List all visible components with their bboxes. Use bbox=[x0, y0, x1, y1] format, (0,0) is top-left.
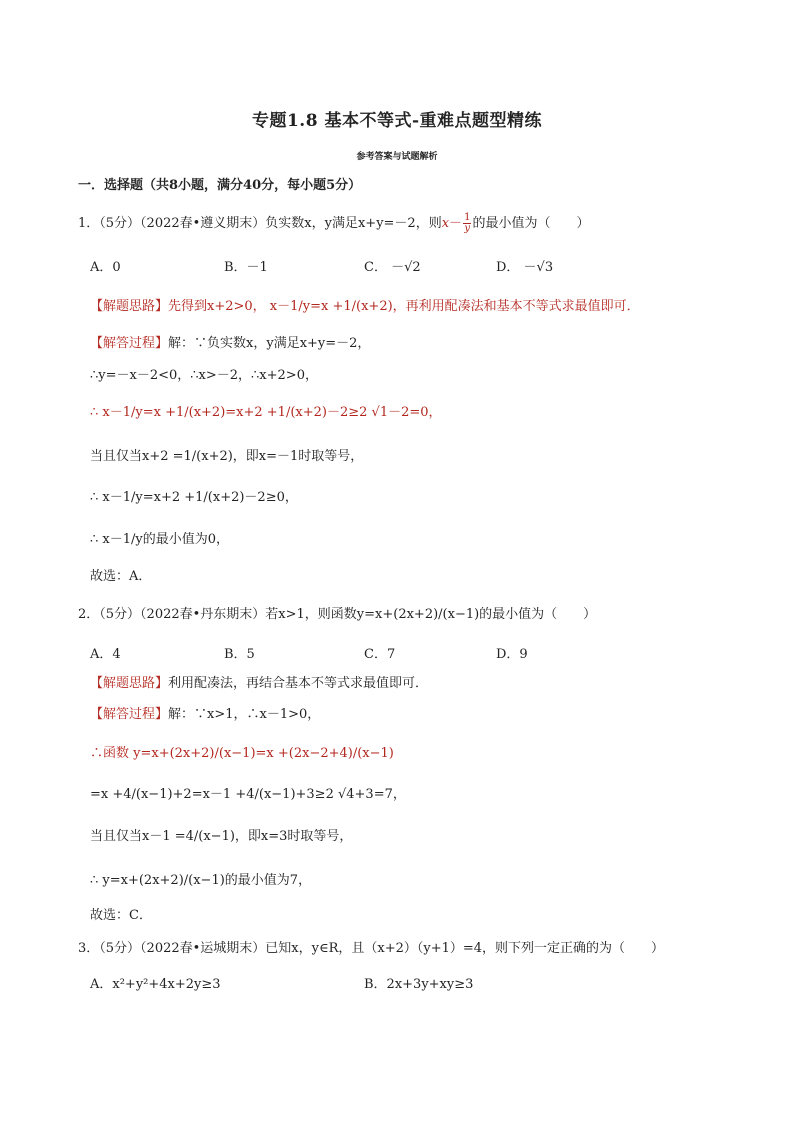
q1-option-a: A．0 bbox=[90, 260, 121, 275]
page-subtitle: 参考答案与试题解析 bbox=[356, 152, 438, 162]
q2-idea-tag: 【解题思路】 bbox=[90, 676, 169, 691]
q2-idea-text: 利用配凑法，再结合基本不等式求最值即可． bbox=[168, 676, 429, 691]
q1-answer: 故选：A． bbox=[90, 569, 152, 584]
q3-option-b: B．2x+3y+xy≥3 bbox=[364, 977, 474, 992]
q1-expr: x－ $\frac{1}{y}$ bbox=[441, 212, 471, 234]
q2-line-2: =x +4/(x−1)+2=x－1 +4/(x−1)+3≥2 √4+3=7， bbox=[90, 787, 406, 802]
q1-line-2: ∴ x－1/y=x +1/(x+2)=x+2 +1/(x+2)－2≥2 √1－2=0， bbox=[90, 405, 442, 420]
q1-option-b: B．－1 bbox=[224, 260, 268, 275]
q2-option-c: C．7 bbox=[364, 647, 396, 662]
page-title: 专题1.8 基本不等式-重难点题型精练 bbox=[251, 111, 543, 131]
q2-option-d: D．9 bbox=[496, 647, 528, 662]
q1-option-d: D． －√3 bbox=[496, 260, 554, 275]
q2-option-b: B．5 bbox=[224, 647, 255, 662]
q2-line-4: ∴ y=x+(2x+2)/(x−1)的最小值为7， bbox=[90, 873, 312, 888]
q2-option-a: A．4 bbox=[90, 647, 121, 662]
q2-proc-text: 解：∵x>1，∴x－1>0， bbox=[168, 707, 321, 722]
q1-line-1: ∴y=－x－2<0，∴x>－2，∴x+2>0， bbox=[90, 368, 318, 383]
q3-stem: 3．（5分）（2022春•运城期末）已知x，y∈R，且（x+2）（y+1）=4，则下列一定正确的为（ ） bbox=[78, 941, 665, 956]
q1-proc-tag: 【解答过程】 bbox=[90, 336, 169, 351]
q2-line-3: 当且仅当x－1 =4/(x−1)，即x=3时取等号， bbox=[90, 829, 353, 844]
q3-option-a: A．x²+y²+4x+2y≥3 bbox=[90, 977, 221, 992]
q1-idea-tag: 【解题思路】 bbox=[90, 299, 169, 314]
q2-answer: 故选：C． bbox=[90, 908, 152, 923]
q1-line-5: ∴ x－1/y的最小值为0， bbox=[90, 532, 230, 547]
q2-idea bbox=[90, 675, 428, 693]
q2-process bbox=[90, 706, 320, 724]
section-heading: 一．选择题（共8小题，满分40分，每小题5分） bbox=[78, 178, 362, 193]
q1-stem-text: 1．（5分）（2022春•遵义期末）负实数x，y满足x+y=－2，则 bbox=[78, 216, 442, 231]
q1-line-3: 当且仅当x+2 =1/(x+2)，即x=－1时取等号， bbox=[90, 449, 364, 464]
q1-process bbox=[90, 335, 370, 353]
q2-stem: 2．（5分）（2022春•丹东期末）若x>1，则函数y=x+(2x+2)/(x−1)的最小值为（ ） bbox=[78, 607, 597, 622]
q1-line-4: ∴ x－1/y=x+2 +1/(x+2)－2≥0， bbox=[90, 490, 298, 505]
q2-line-1: ∴函数 y=x+(2x+2)/(x−1)=x +(2x−2+4)/(x−1) bbox=[90, 746, 394, 761]
q1-stem-tail: 的最小值为（ ） bbox=[472, 216, 590, 231]
q1-idea-text: 先得到x+2>0， x－1/y=x +1/(x+2)，再利用配凑法和基本不等式求最值即可． bbox=[168, 299, 640, 314]
q1-stem bbox=[78, 213, 589, 234]
q1-proc-text: 解：∵负实数x，y满足x+y=－2， bbox=[168, 336, 371, 351]
q1-idea bbox=[90, 298, 640, 316]
q2-proc-tag: 【解答过程】 bbox=[90, 707, 169, 722]
q1-option-c: C． －√2 bbox=[364, 260, 421, 275]
